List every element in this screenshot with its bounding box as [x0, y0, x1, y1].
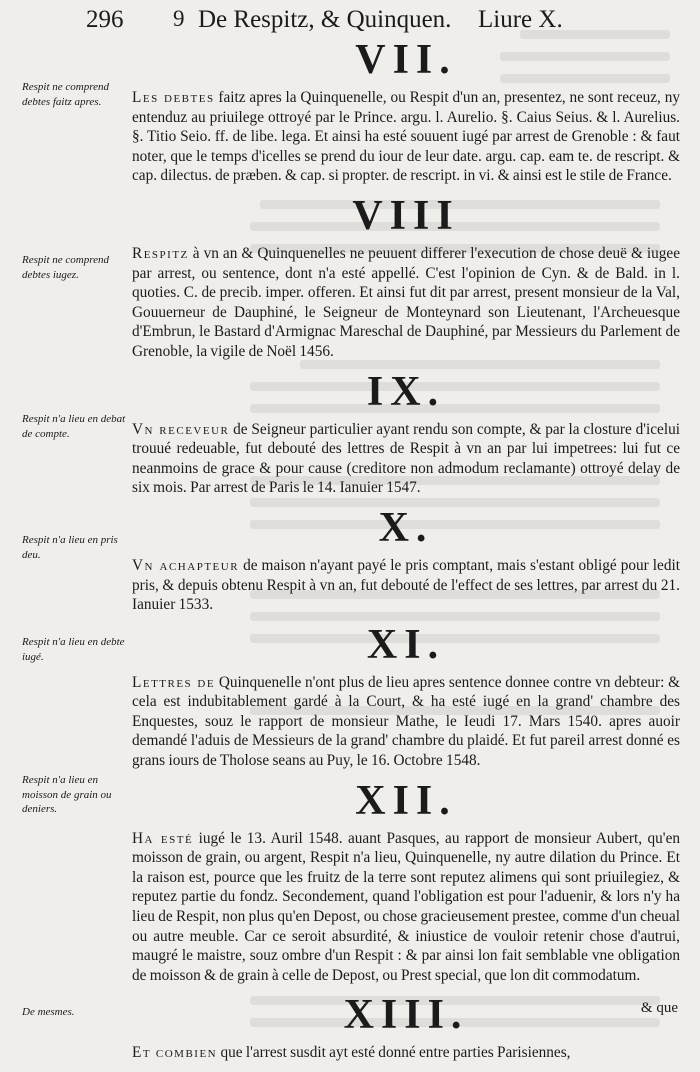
margin-note: Respit n'a lieu en pris deu. [22, 534, 118, 561]
paragraph-text: iugé le 13. Auril 1548. auant Pasques, au rapport de monsieur Aubert, qu'en moisson de grain, ou argent, Respit n'a lieu, Quinquenelle, ny autre dilation du Prince. Et la raison est, pource que les fruitz de la terre sont reputez alimens qui sont priuilegiez, & reputez partie du fondz. Secondement, quand l'obligation est pour l'aduenir, & lors n'y ha lieu de Respit, non plus qu'en Depost, ou chose gracieusement prestee, comme d'un cheual ou autre meuble. Car ce seroit absurdité, & iniustice de vouloir retenir chose d'autrui, maugré le maistre, souz ombre d'un Respit : & par ainsi lon fait semblable vne obligation de moisson & de grain à celle de Depost, ou Prest special, que lon dit commodatum. [132, 829, 681, 984]
section-numeral: VIII [352, 192, 460, 239]
lead-words: Ha esté [132, 829, 194, 847]
margin-note: Respit n'a lieu en debat de compte. [22, 413, 126, 440]
section-numeral: XIII. [343, 992, 469, 1039]
margin-note: Respit n'a lieu en debte iugé. [22, 636, 125, 663]
article-section [132, 993, 680, 1063]
lead-words: Lettres de [132, 673, 216, 691]
running-title: De Respitz, & Quinquen. [198, 6, 452, 33]
section-paragraph [132, 829, 680, 986]
catchword: & que [640, 1000, 678, 1016]
lead-words: Vn receveur [132, 420, 230, 438]
book-number: Liure X. [478, 6, 563, 33]
paragraph-text: de maison n'ayant payé le pris comptant, mais s'estant obligé pour ledit pris, & depuis obtenu Respit à vn an, fut debouté de l'effect de ses lettres, par arrest du 21. Ianuier 1533. [132, 556, 680, 614]
article-section [132, 779, 680, 986]
article-section [132, 623, 680, 771]
section-numeral: X. [378, 504, 434, 551]
section-paragraph [132, 1043, 680, 1063]
paragraph-text: Quinquenelle n'ont plus de lieu apres sentence donnee contre vn debteur: & cela est indubitablement gardé à la Court, & ha esté iugé en la grand' chambre des Enquestes, souz le rapport de monsieur Mathe, le Ieudi 17. Mars 1540. apres auoir demandé l'aduis de Messieurs de la grand' chambre du plaidé. Et fut pareil arrest donné es grans iours de Tholose seans au Puy, le 16. Octobre 1548. [132, 673, 680, 770]
article-section [132, 506, 680, 615]
main-text [132, 38, 680, 1063]
section-paragraph [132, 556, 680, 615]
lead-words: Les debtes [132, 89, 215, 106]
paragraph-text: de Seigneur particulier ayant rendu son compte, & par la closture d'icelui trouué redeuable, fut debouté des lettres de Respit à vn an par lui impetrees: lui fut ce neanmoins de grace & pour cause (creditore non admodum reclamante) ottroyé delay de six mois. Par arrest de Paris le 14. Ianuier 1547. [132, 420, 680, 497]
article-section [132, 38, 680, 186]
section-numeral: IX. [366, 368, 446, 415]
article-section [132, 194, 680, 362]
margin-note: Respit ne comprend debtes iugez. [22, 254, 109, 281]
section-numeral: VII. [355, 37, 457, 83]
section-paragraph [132, 244, 680, 362]
section-paragraph [132, 673, 680, 771]
paragraph-text: faitz apres la Quinquenelle, ou Respit d'un an, presentez, ne sont receuz, ny entenduz au priuilege ottroyé par le Prince. argu. l. Aurelio. §. Caius Seius. & l. Aurelius. §. Titio Seio. ff. de libe. lega. Et ainsi ha esté souuent iugé par arrest de Grenoble : & faut noter, que le temps d'icelles se prend du iour de leur date. argu. cap. eam te. de rescript. & cap. dilectus. de præben. & cap. si propter. de rescript. in vi. & ainsi est le stile de France. [132, 89, 681, 185]
article-section [132, 370, 680, 498]
margin-note: Respit n'a lieu en moisson de grain ou deniers. [22, 774, 112, 815]
section-paragraph [132, 420, 680, 498]
paragraph-text: à vn an & Quinquenelles ne peuuent differer l'execution de chose deuë & iugee par arrest, ou sentence, dont n'a esté appellé. C'est l'opinion de Cyn. & de Bald. in l. quoties. C. de precib. imper. offeren. Et ainsi fut dit par arrest, present monsieur de la Val, Gouuerneur de Dauphiné, le Seigneur de Monteynard son Lieutenant, l'Archeuesque d'Embrun, le Bastard d'Armignac Mareschal de Dauphiné, par Messieurs du Parlement de Grenoble, la vigile de Noël 1456. [132, 244, 680, 360]
signature-mark: 9 [173, 6, 185, 31]
lead-words: Et combien [132, 1044, 218, 1062]
running-header [86, 6, 686, 40]
section-numeral: XI. [366, 621, 446, 668]
paragraph-text: que l'arrest susdit ayt esté donné entre parties Parisiennes, [217, 1044, 571, 1062]
margin-note: Respit ne comprend debtes faitz apres. [22, 81, 109, 108]
lead-words: Respitz [132, 244, 189, 262]
section-numeral: XII. [355, 777, 457, 824]
section-paragraph [132, 88, 680, 186]
page-number: 296 [86, 6, 124, 33]
lead-words: Vn achapteur [132, 556, 240, 574]
margin-note: De mesmes. [22, 1006, 75, 1018]
